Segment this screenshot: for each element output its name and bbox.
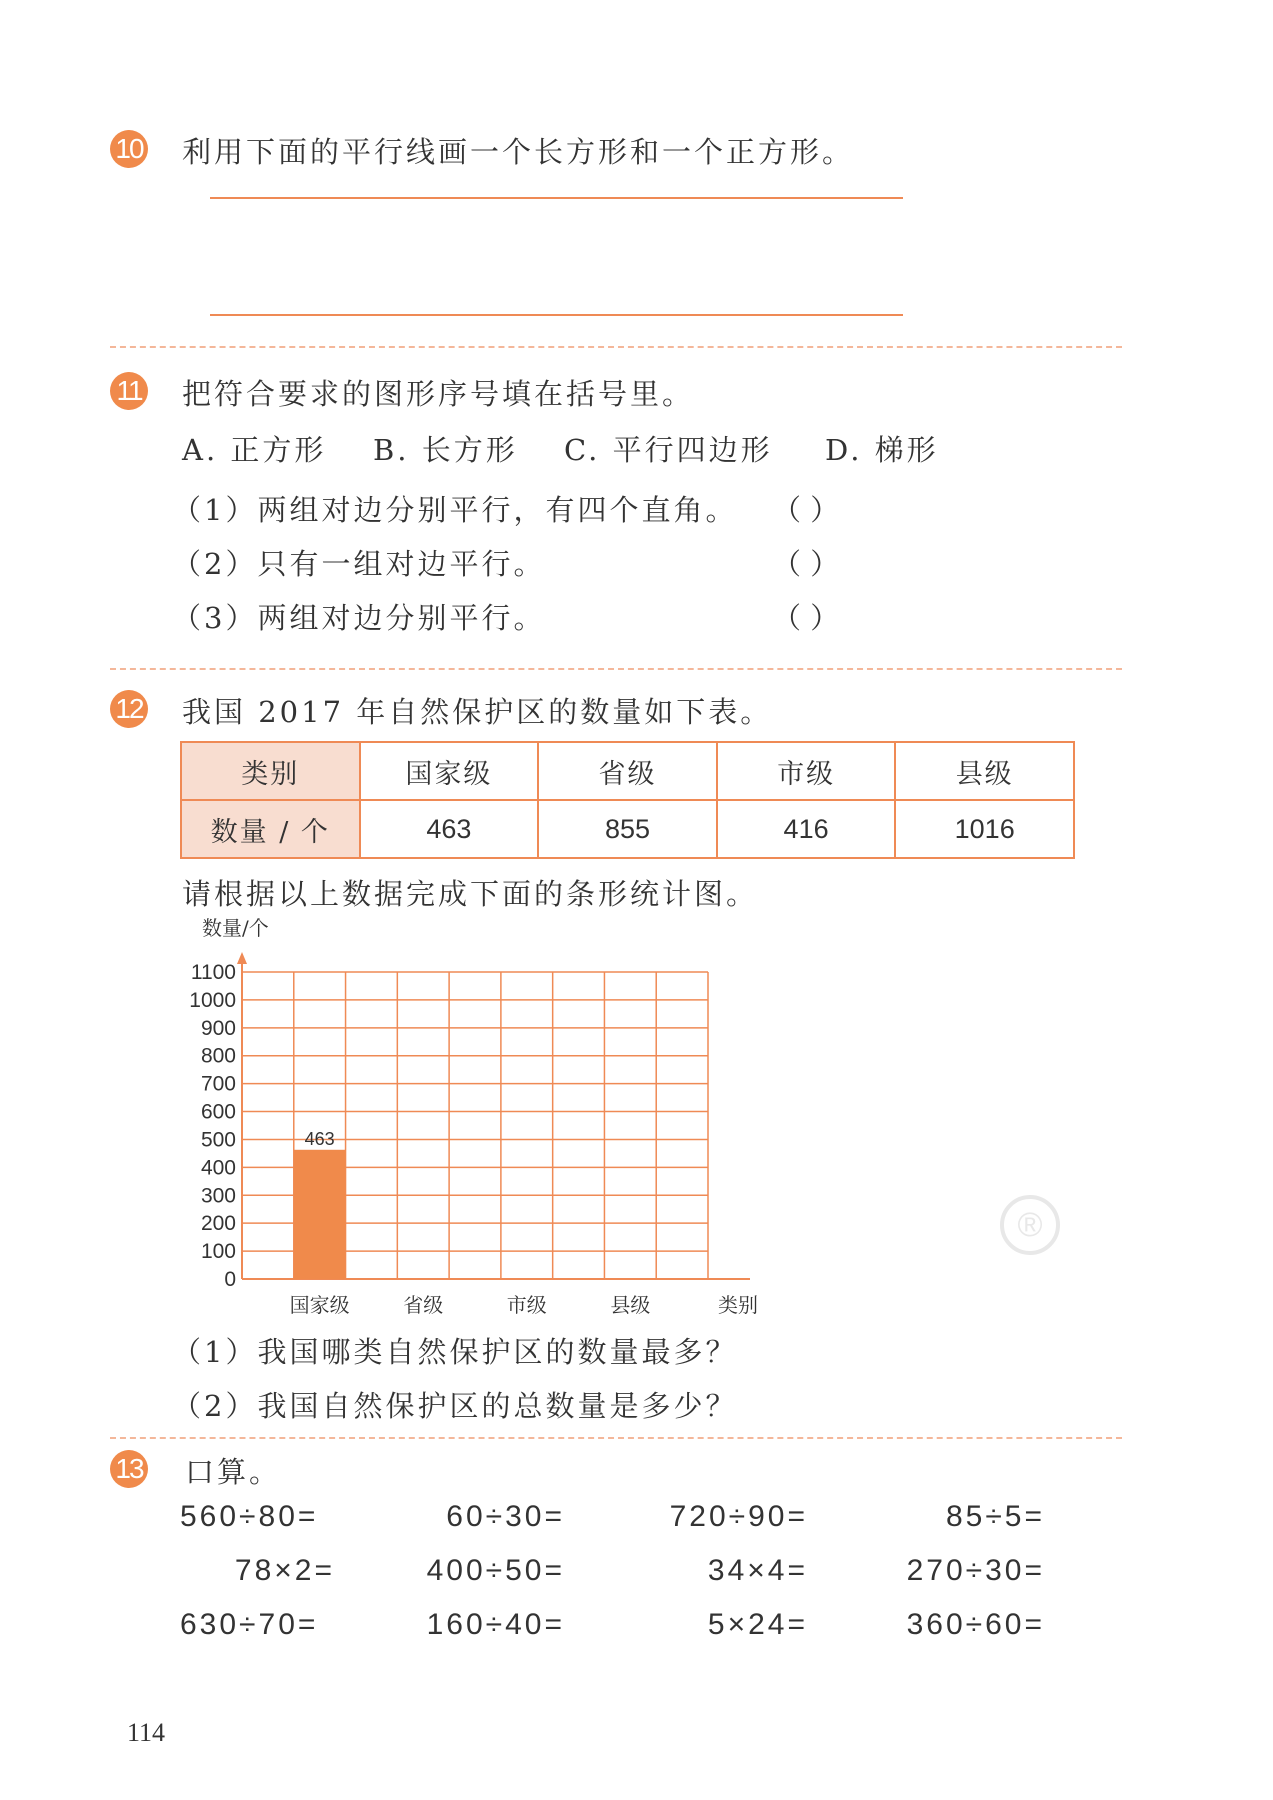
table-cell: 国家级	[360, 742, 539, 800]
parallel-line-bottom	[210, 314, 903, 316]
calc-item: 85÷5=	[945, 1500, 1045, 1533]
table-cell: 市级	[717, 742, 896, 800]
y-tick-label: 400	[200, 1156, 236, 1180]
question-number-12: 12	[110, 690, 148, 728]
x-category-label: 国家级	[289, 1293, 350, 1317]
bar-chart[interactable]	[160, 915, 780, 1325]
y-tick-labels	[189, 961, 236, 1291]
calc-item: 560÷80=	[180, 1500, 319, 1533]
section-divider	[110, 668, 1122, 670]
bar	[294, 1150, 346, 1279]
option-b: B. 长方形	[373, 433, 518, 467]
calc-item: 5×24=	[707, 1608, 808, 1641]
calc-item: 360÷60=	[906, 1608, 1045, 1641]
parallel-line-top	[210, 197, 903, 199]
q12-subquestion-1: （1）我国哪类自然保护区的数量最多？	[172, 1335, 738, 1369]
q11-answer-blank-3[interactable]: （ ）	[772, 601, 840, 635]
table-cell: 1016	[895, 800, 1074, 858]
table-header-row	[181, 742, 1074, 800]
calc-item: 400÷50=	[426, 1554, 565, 1587]
bar-value-label: 463	[304, 1128, 335, 1149]
q11-item-2: （2）只有一组对边平行。	[172, 547, 546, 581]
q11-answer-blank-1[interactable]: （ ）	[772, 493, 840, 527]
x-category-label: 县级	[610, 1293, 651, 1317]
table-cell: 省级	[538, 742, 717, 800]
y-tick-label: 200	[200, 1212, 236, 1236]
table-row	[181, 800, 1074, 858]
q11-item-1: （1）两组对边分别平行，有四个直角。	[172, 493, 738, 527]
y-tick-label: 700	[200, 1072, 236, 1096]
y-tick-label: 300	[200, 1184, 236, 1208]
question-12-text: 我国 2017 年自然保护区的数量如下表。	[182, 695, 773, 729]
reserve-count-table	[180, 741, 1075, 859]
calc-item: 60÷30=	[446, 1500, 565, 1533]
table-cell: 数量 / 个	[181, 800, 360, 858]
table-cell: 855	[538, 800, 717, 858]
section-divider	[110, 346, 1122, 348]
y-tick-label: 100	[200, 1240, 236, 1264]
table-cell: 463	[360, 800, 539, 858]
y-tick-label: 1100	[190, 961, 236, 984]
table-cell: 县级	[895, 742, 1074, 800]
x-category-label: 省级	[403, 1293, 444, 1317]
x-category-labels	[290, 1293, 651, 1317]
y-tick-label: 900	[200, 1016, 236, 1040]
option-d: D. 梯形	[825, 433, 939, 467]
bars	[294, 1129, 346, 1279]
y-tick-label: 0	[224, 1268, 236, 1291]
option-a: A. 正方形	[182, 433, 327, 467]
table-cell: 类别	[181, 742, 360, 800]
question-11-text: 把符合要求的图形序号填在括号里。	[182, 377, 695, 411]
y-tick-label: 800	[200, 1044, 236, 1068]
calc-item: 630÷70=	[180, 1608, 319, 1641]
calc-item: 34×4=	[707, 1554, 808, 1587]
question-10-text: 利用下面的平行线画一个长方形和一个正方形。	[182, 135, 855, 169]
section-divider	[110, 1437, 1122, 1439]
y-tick-label: 500	[200, 1128, 236, 1152]
table-cell: 416	[717, 800, 896, 858]
calc-item: 720÷90=	[669, 1500, 808, 1533]
question-number-10: 10	[110, 130, 148, 168]
q11-answer-blank-2[interactable]: （ ）	[772, 547, 840, 581]
chart-instruction: 请根据以上数据完成下面的条形统计图。	[182, 877, 759, 911]
calc-item: 270÷30=	[906, 1554, 1045, 1587]
x-axis-label: 类别	[718, 1293, 758, 1317]
option-c: C. 平行四边形	[564, 433, 773, 467]
y-tick-label: 1000	[189, 988, 236, 1012]
question-13-text: 口算。	[185, 1455, 282, 1489]
question-number-11: 11	[110, 372, 148, 410]
q11-item-3: （3）两组对边分别平行。	[172, 601, 546, 635]
y-tick-label: 600	[200, 1100, 236, 1124]
calc-item: 78×2=	[234, 1554, 335, 1587]
page-number: 114	[127, 1718, 166, 1747]
calc-item: 160÷40=	[426, 1608, 565, 1641]
q12-subquestion-2: （2）我国自然保护区的总数量是多少？	[172, 1389, 738, 1423]
registered-trademark-watermark: ®	[1000, 1195, 1060, 1255]
y-axis-arrow-icon	[237, 952, 247, 964]
y-axis-label: 数量/个	[202, 916, 269, 940]
x-category-label: 市级	[506, 1293, 547, 1317]
question-number-13: 13	[110, 1450, 148, 1488]
